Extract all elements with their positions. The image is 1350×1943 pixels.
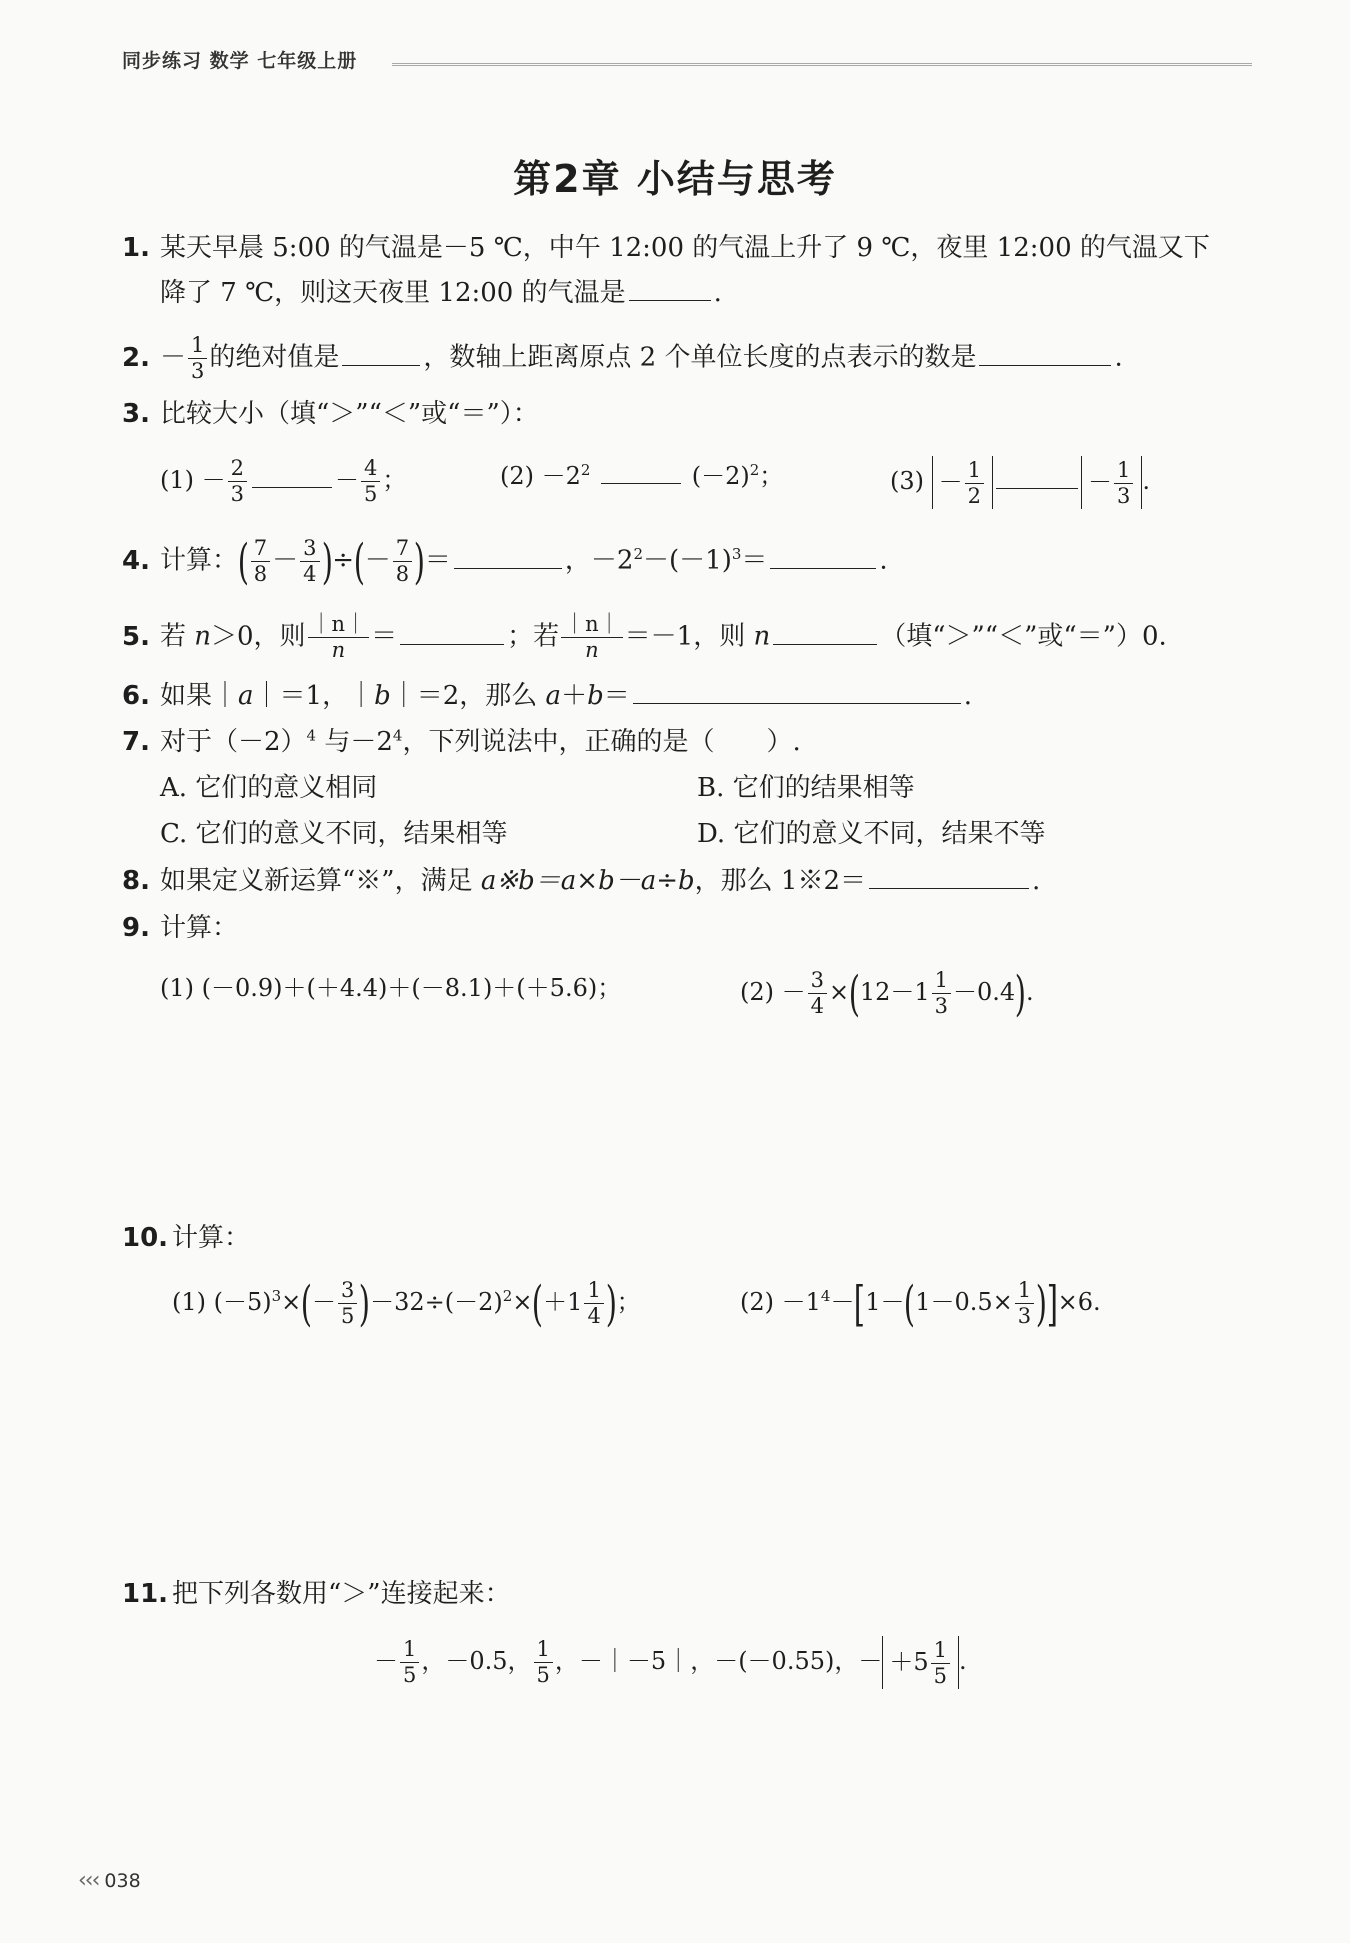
period: . bbox=[963, 681, 973, 711]
part-label: (3) bbox=[890, 467, 924, 495]
left-paren: ( bbox=[904, 1275, 916, 1332]
exponent: 3 bbox=[271, 1287, 282, 1305]
fraction bbox=[338, 1278, 357, 1329]
question-8 bbox=[122, 861, 1040, 901]
question-text: 计算： bbox=[160, 913, 239, 943]
times-sign: × bbox=[281, 1288, 302, 1316]
period: . bbox=[1142, 467, 1151, 495]
page-number: 038 bbox=[104, 1870, 141, 1892]
question-3-part-3 bbox=[890, 456, 1150, 509]
answer-blank[interactable] bbox=[869, 887, 1029, 889]
right-paren: ) bbox=[359, 1275, 371, 1332]
numerator: 7 bbox=[393, 536, 412, 562]
question-3-part-1 bbox=[160, 456, 406, 507]
answer-blank[interactable] bbox=[342, 364, 420, 366]
question-number: 7. bbox=[122, 727, 150, 757]
separator: ； bbox=[759, 462, 784, 490]
numerator: 1 bbox=[932, 968, 951, 994]
exponent: 4 bbox=[306, 726, 317, 745]
question-text: ；若 bbox=[507, 621, 560, 652]
question-text: 计算： bbox=[172, 1223, 251, 1253]
exponent: 2 bbox=[633, 544, 644, 563]
part-label: (2) bbox=[500, 462, 534, 490]
fraction bbox=[965, 458, 984, 509]
denominator: 8 bbox=[395, 562, 410, 586]
right-paren: ) bbox=[1035, 1275, 1048, 1332]
question-10 bbox=[122, 1218, 250, 1258]
fraction bbox=[1015, 1278, 1034, 1329]
fraction bbox=[808, 968, 827, 1019]
separator: ； bbox=[382, 466, 407, 494]
denominator: 5 bbox=[403, 1663, 417, 1687]
exponent: 2 bbox=[580, 461, 591, 479]
expression: ×6. bbox=[1057, 1288, 1101, 1316]
question-number: 1. bbox=[122, 233, 150, 263]
exponent: 2 bbox=[502, 1287, 513, 1305]
answer-blank[interactable] bbox=[773, 643, 877, 645]
question-3 bbox=[122, 394, 539, 434]
question-11-numbers bbox=[374, 1636, 967, 1689]
denominator: 4 bbox=[587, 1304, 601, 1328]
question-number: 9. bbox=[122, 913, 150, 943]
answer-blank[interactable] bbox=[770, 567, 876, 569]
numerator: ｜n｜ bbox=[561, 612, 623, 638]
denominator: 3 bbox=[1017, 1304, 1032, 1328]
question-text: 比较大小（填“＞”“＜”或“＝”）： bbox=[160, 399, 539, 429]
right-paren: ) bbox=[321, 533, 333, 590]
question-number: 3. bbox=[122, 399, 150, 429]
part-label: (1) bbox=[160, 466, 194, 494]
question-text: ，那么 1※2＝ bbox=[694, 866, 867, 896]
variable-a: a bbox=[545, 681, 562, 711]
expression: ＋1 bbox=[543, 1288, 583, 1316]
question-text: 的绝对值是 bbox=[209, 342, 340, 373]
question-text: 若 bbox=[160, 621, 195, 652]
denominator: 5 bbox=[933, 1664, 948, 1688]
exponent: 4 bbox=[392, 726, 403, 745]
question-9-part-2 bbox=[740, 965, 1034, 1022]
fraction bbox=[931, 1638, 950, 1689]
period: . bbox=[1114, 342, 1123, 373]
answer-blank[interactable] bbox=[454, 567, 562, 569]
denominator: 4 bbox=[303, 562, 317, 586]
period: . bbox=[1025, 978, 1034, 1006]
equals-sign: ＝ bbox=[741, 545, 768, 576]
minus-sign: － bbox=[830, 1288, 855, 1316]
numerator: 1 bbox=[931, 1638, 950, 1664]
expression: －(－1) bbox=[643, 545, 732, 576]
numerator: 7 bbox=[251, 536, 270, 562]
expression: 12－1 bbox=[859, 978, 930, 1006]
equals-sign: ＝ bbox=[603, 681, 630, 711]
numerator: 3 bbox=[808, 968, 827, 994]
question-1 bbox=[122, 228, 1210, 268]
fraction bbox=[251, 536, 270, 587]
times-sign: × bbox=[829, 978, 850, 1006]
question-text: 对于（－2） bbox=[160, 727, 307, 757]
fraction bbox=[228, 456, 247, 507]
equals-sign: ＝ bbox=[424, 545, 451, 576]
exponent: 4 bbox=[820, 1287, 831, 1305]
question-5 bbox=[122, 612, 1167, 663]
left-paren: ( bbox=[301, 1275, 313, 1332]
minus-sign: － bbox=[374, 1647, 398, 1675]
right-bracket: ] bbox=[1046, 1275, 1058, 1332]
left-paren: ( bbox=[532, 1275, 544, 1332]
question-9 bbox=[122, 908, 238, 948]
expression: －32÷(－2) bbox=[370, 1288, 503, 1316]
expression: ，－2 bbox=[564, 545, 634, 576]
option-a[interactable]: A. 它们的意义相同 bbox=[160, 773, 378, 803]
exponent: 2 bbox=[749, 461, 760, 479]
left-paren: ( bbox=[237, 533, 250, 590]
answer-blank[interactable] bbox=[633, 702, 961, 704]
fraction bbox=[400, 1637, 419, 1688]
part-label: (2) － bbox=[740, 978, 806, 1006]
question-2 bbox=[122, 333, 1123, 384]
denominator: 8 bbox=[253, 562, 268, 586]
question-text: ＞0，则 bbox=[211, 621, 306, 652]
right-paren: ) bbox=[605, 1275, 617, 1332]
option-c[interactable]: C. 它们的意义不同，结果相等 bbox=[160, 819, 508, 849]
answer-blank[interactable] bbox=[629, 299, 711, 301]
fraction bbox=[300, 536, 319, 587]
fraction bbox=[1114, 458, 1133, 509]
question-1-line-2 bbox=[160, 273, 722, 313]
right-paren: ) bbox=[1014, 965, 1027, 1022]
numerator: 2 bbox=[228, 456, 247, 482]
question-number: 5. bbox=[122, 621, 150, 652]
left-bracket: [ bbox=[854, 1275, 866, 1332]
numerator: 1 bbox=[534, 1637, 553, 1663]
denominator: 5 bbox=[341, 1304, 355, 1328]
question-number: 2. bbox=[122, 342, 150, 373]
absolute-value bbox=[882, 1636, 959, 1689]
numerator: 1 bbox=[584, 1278, 603, 1304]
question-number: 6. bbox=[122, 681, 150, 711]
exponent: 3 bbox=[731, 544, 742, 563]
absolute-value bbox=[1081, 456, 1142, 509]
expression: ＋5 bbox=[889, 1648, 929, 1676]
times-sign: × bbox=[512, 1288, 533, 1316]
left-paren: ( bbox=[848, 965, 861, 1022]
header-rule bbox=[392, 63, 1252, 66]
denominator: 4 bbox=[810, 994, 824, 1018]
denominator: 3 bbox=[191, 359, 205, 383]
expression: －2 bbox=[541, 462, 581, 490]
question-number: 4. bbox=[122, 545, 150, 576]
variable-a: a bbox=[238, 681, 254, 711]
question-number: 8. bbox=[122, 866, 150, 896]
question-text: ｜＝2，那么 bbox=[390, 681, 546, 711]
header-text: 同步练习 数学 七年级上册 bbox=[122, 50, 358, 72]
period: . bbox=[959, 1647, 967, 1675]
page-footer bbox=[78, 1868, 141, 1893]
expression: 1－0.5× bbox=[915, 1288, 1013, 1316]
question-6 bbox=[122, 676, 972, 716]
question-3-part-2 bbox=[500, 456, 783, 496]
period: . bbox=[713, 278, 722, 308]
question-text: ｜＝1，｜ bbox=[253, 681, 375, 711]
denominator: 5 bbox=[536, 1663, 550, 1687]
denominator: 2 bbox=[967, 484, 982, 508]
question-text: 与－2 bbox=[316, 727, 393, 757]
fraction bbox=[534, 1637, 553, 1688]
question-text: 降了 7 ℃，则这天夜里 12:00 的气温是 bbox=[160, 278, 626, 308]
answer-blank[interactable] bbox=[601, 482, 681, 484]
question-7 bbox=[122, 722, 801, 762]
fraction bbox=[932, 968, 951, 1019]
question-text: 如果定义新运算“※”，满足 bbox=[160, 866, 481, 896]
denominator: 3 bbox=[934, 994, 949, 1018]
expression: (－2) bbox=[691, 462, 750, 490]
numerator: 1 bbox=[1015, 1278, 1034, 1304]
minus-sign: － bbox=[938, 468, 963, 496]
left-paren: ( bbox=[353, 533, 366, 590]
absolute-value bbox=[932, 456, 993, 509]
fraction bbox=[188, 333, 207, 384]
right-paren: ) bbox=[413, 533, 426, 590]
minus-sign: － bbox=[335, 466, 360, 494]
expression: －0.4 bbox=[953, 978, 1016, 1006]
fraction bbox=[584, 1278, 603, 1329]
separator: ； bbox=[616, 1288, 641, 1316]
minus-sign: － bbox=[160, 342, 187, 373]
answer-blank[interactable] bbox=[996, 487, 1078, 489]
option-b[interactable]: B. 它们的结果相等 bbox=[697, 773, 915, 803]
numerator: 1 bbox=[400, 1637, 419, 1663]
minus-sign: － bbox=[201, 466, 226, 494]
question-11 bbox=[122, 1574, 511, 1614]
question-9-part-1: (1) (－0.9)＋(＋4.4)＋(－8.1)＋(＋5.6)； bbox=[160, 974, 622, 1002]
variable-b: b bbox=[374, 681, 391, 711]
numerator: 1 bbox=[1114, 458, 1133, 484]
variable-b: b bbox=[587, 681, 604, 711]
numerator: 4 bbox=[361, 456, 380, 482]
question-number: 11. bbox=[122, 1579, 169, 1609]
back-arrows-icon: ‹‹‹ bbox=[78, 1868, 99, 1893]
numerator: 1 bbox=[188, 333, 207, 359]
chapter-title: 第2章 小结与思考 bbox=[513, 157, 837, 201]
divide-sign: ÷ bbox=[332, 545, 355, 576]
expression: ，－｜－5｜，－(－0.55)，－ bbox=[554, 1647, 883, 1675]
question-number: 10. bbox=[122, 1223, 169, 1253]
fraction bbox=[561, 612, 623, 663]
numerator: 3 bbox=[300, 536, 319, 562]
numerator: ｜n｜ bbox=[308, 612, 370, 638]
answer-blank[interactable] bbox=[979, 364, 1111, 366]
expression: ，－0.5， bbox=[421, 1647, 532, 1675]
denominator: 5 bbox=[364, 482, 378, 506]
denominator: 3 bbox=[230, 482, 245, 506]
fraction bbox=[393, 536, 412, 587]
question-10-part-2 bbox=[740, 1275, 1101, 1332]
expression: (2) －1 bbox=[740, 1288, 821, 1316]
question-text: 某天早晨 5:00 的气温是－5 ℃，中午 12:00 的气温上升了 9 ℃，夜里 12:00 的气温又下 bbox=[160, 233, 1210, 263]
expression: (1) (－5) bbox=[172, 1288, 272, 1316]
question-4: 4. 计算：( $\frac{7}{8}$ － $\frac{3}{4}$ )÷(－ $\frac{7}{8}$ )＝ ，$-2^2-(-1)^3=$ . bbox=[122, 533, 888, 590]
definition: a※b＝a×b－a÷b bbox=[480, 866, 695, 896]
expression: 1－ bbox=[865, 1288, 905, 1316]
question-text: ，下列说法中，正确的是（ ）. bbox=[402, 727, 801, 757]
answer-blank[interactable] bbox=[400, 643, 504, 645]
period: . bbox=[879, 545, 888, 576]
variable-n: n bbox=[753, 621, 771, 652]
equals-sign: ＝ bbox=[371, 621, 398, 652]
question-text: 计算： bbox=[160, 545, 239, 576]
fraction bbox=[308, 612, 370, 663]
plus-sign: ＋ bbox=[561, 681, 588, 711]
question-text: ＝－1，则 bbox=[624, 621, 754, 652]
numerator: 3 bbox=[338, 1278, 357, 1304]
page-header bbox=[122, 46, 1252, 76]
question-10-part-1: (1) $(-5)^3\times(-$ $\frac{3}{5}$ )$-32\div(-2)^2\times(+1$ $\frac{1}{4}$ )； bbox=[172, 1275, 641, 1332]
minus-sign: － bbox=[1088, 468, 1113, 496]
answer-blank[interactable] bbox=[252, 486, 332, 488]
question-text: （填“＞”“＜”或“＝”）0. bbox=[880, 621, 1167, 652]
fraction bbox=[361, 456, 380, 507]
variable-n: n bbox=[194, 621, 212, 652]
denominator: 3 bbox=[1117, 484, 1131, 508]
denominator: n bbox=[585, 638, 599, 662]
question-text: 把下列各数用“＞”连接起来： bbox=[172, 1579, 511, 1609]
period: . bbox=[1032, 866, 1041, 896]
numerator: 1 bbox=[965, 458, 984, 484]
option-d[interactable]: D. 它们的意义不同，结果不等 bbox=[697, 819, 1046, 849]
denominator: n bbox=[331, 638, 346, 662]
question-text: 如果｜ bbox=[160, 681, 239, 711]
question-text: ，数轴上距离原点 2 个单位长度的点表示的数是 bbox=[423, 342, 977, 373]
